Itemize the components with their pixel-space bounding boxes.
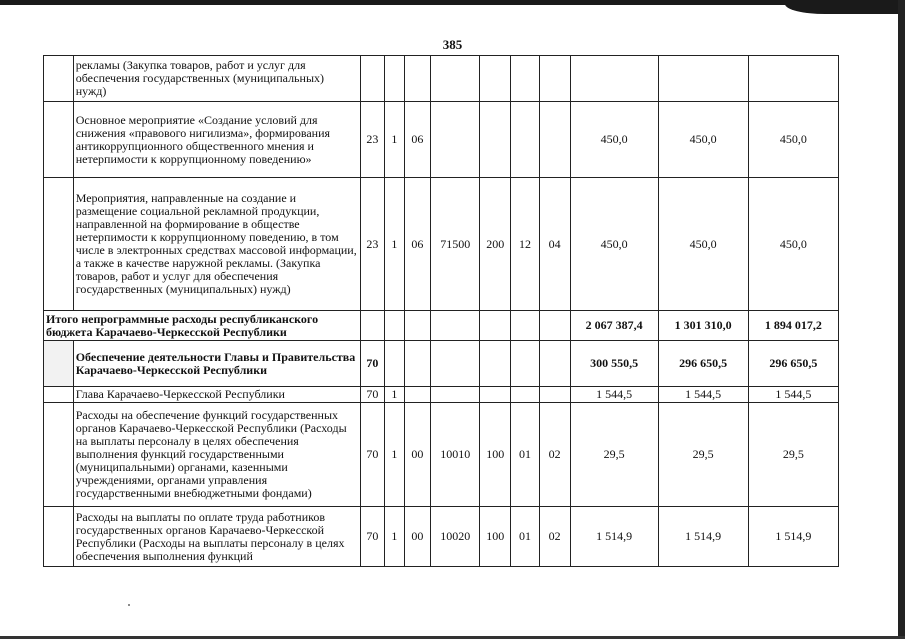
scan-speck <box>128 604 130 606</box>
code-expense-type: 100 <box>480 507 511 567</box>
code-direction <box>431 102 480 178</box>
amount-year-2: 296 650,5 <box>658 341 748 387</box>
amount-year-1: 450,0 <box>570 102 658 178</box>
table-row <box>44 56 839 102</box>
code-subprogram <box>385 56 404 102</box>
code-section <box>511 387 540 403</box>
code-program: 70 <box>360 387 385 403</box>
code-direction: 10010 <box>431 403 480 507</box>
code-expense-type: 200 <box>480 178 511 311</box>
total-description: Итого непрограммные расходы республиканского бюджета Карачаево-Черкесской Республики <box>44 311 361 341</box>
row-description: Расходы на обеспечение функций государственных органов Карачаево-Черкесской Республики (Расходы на выплаты персоналу в целях обеспечения выполнения функций государственными (муниципальными) органами, казенными учреждениями, органами управления государственными внебюджетными фондами) <box>73 403 360 507</box>
amount-year-1: 300 550,5 <box>570 341 658 387</box>
table-row <box>44 102 839 178</box>
row-description: Основное мероприятие «Создание условий для снижения «правового нигилизма», формирования антикоррупционного общественного мнения и нетерпимости к коррупционному поведению» <box>73 102 360 178</box>
code-event <box>404 387 431 403</box>
code-subsection <box>539 387 570 403</box>
code-subprogram: 1 <box>385 507 404 567</box>
code-subprogram: 1 <box>385 178 404 311</box>
code-event: 06 <box>404 102 431 178</box>
code-direction <box>431 341 480 387</box>
indent-cell <box>44 178 74 311</box>
amount-year-3: 296 650,5 <box>748 341 838 387</box>
code-section <box>511 102 540 178</box>
code-section: 01 <box>511 507 540 567</box>
code-event: 00 <box>404 507 431 567</box>
table-row <box>44 507 839 567</box>
code-direction: 71500 <box>431 178 480 311</box>
amount-year-2 <box>658 56 748 102</box>
code-subsection: 02 <box>539 403 570 507</box>
row-description: Расходы на выплаты по оплате труда работников государственных органов Карачаево-Черкесской Республики (Расходы на выплаты персоналу в целях обеспечения выполнения функций <box>73 507 360 567</box>
code-program: 70 <box>360 403 385 507</box>
code-subprogram <box>385 341 404 387</box>
code-expense-type <box>480 341 511 387</box>
code-event <box>404 341 431 387</box>
code-section <box>511 341 540 387</box>
code-subsection: 04 <box>539 178 570 311</box>
code-subsection <box>539 341 570 387</box>
amount-year-1: 1 544,5 <box>570 387 658 403</box>
indent-cell <box>44 56 74 102</box>
table-row <box>44 403 839 507</box>
indent-cell <box>44 507 74 567</box>
row-description: рекламы (Закупка товаров, работ и услуг для обеспечения государственных (муниципальных) нужд) <box>73 56 360 102</box>
amount-year-1: 450,0 <box>570 178 658 311</box>
code-section: 12 <box>511 178 540 311</box>
scan-edge-right <box>898 0 905 639</box>
code-section: 01 <box>511 403 540 507</box>
code-subprogram: 1 <box>385 387 404 403</box>
code-expense-type <box>480 56 511 102</box>
code-expense-type <box>480 102 511 178</box>
indent-cell <box>44 387 74 403</box>
amount-year-3: 1 514,9 <box>748 507 838 567</box>
budget-table <box>43 55 839 567</box>
table-row <box>44 178 839 311</box>
code-direction: 10020 <box>431 507 480 567</box>
code-section <box>511 56 540 102</box>
amount-year-2: 1 544,5 <box>658 387 748 403</box>
section-row <box>44 341 839 387</box>
total-row <box>44 311 839 341</box>
table-row <box>44 387 839 403</box>
scan-edge-top-right <box>785 0 905 14</box>
code-program: 23 <box>360 102 385 178</box>
code-subprogram: 1 <box>385 403 404 507</box>
amount-year-2: 29,5 <box>658 403 748 507</box>
total-amount-year-1: 2 067 387,4 <box>570 311 658 341</box>
total-amount-year-2: 1 301 310,0 <box>658 311 748 341</box>
indent-cell <box>44 341 74 387</box>
code-direction <box>431 56 480 102</box>
amount-year-2: 1 514,9 <box>658 507 748 567</box>
code-program: 70 <box>360 507 385 567</box>
amount-year-2: 450,0 <box>658 102 748 178</box>
code-expense-type <box>480 387 511 403</box>
amount-year-3: 1 544,5 <box>748 387 838 403</box>
indent-cell <box>44 102 74 178</box>
code-program: 70 <box>360 341 385 387</box>
code-event <box>404 56 431 102</box>
code-expense-type: 100 <box>480 403 511 507</box>
code-event: 00 <box>404 403 431 507</box>
total-amount-year-3: 1 894 017,2 <box>748 311 838 341</box>
page-number: 385 <box>442 37 463 52</box>
code-subsection <box>539 102 570 178</box>
amount-year-1: 29,5 <box>570 403 658 507</box>
amount-year-1 <box>570 56 658 102</box>
indent-cell <box>44 403 74 507</box>
amount-year-3 <box>748 56 838 102</box>
code-subsection <box>539 56 570 102</box>
code-subsection: 02 <box>539 507 570 567</box>
code-program: 23 <box>360 178 385 311</box>
row-description: Мероприятия, направленные на создание и размещение социальной рекламной продукции, направленной на формирование в обществе нетерпимости к коррупционному поведению, в том числе в электронных средствах массовой информации, а также в качестве наружной рекламы. (Закупка товаров, работ и услуг для обеспечения государственных (муниципальных) нужд) <box>73 178 360 311</box>
code-program <box>360 56 385 102</box>
code-subprogram: 1 <box>385 102 404 178</box>
amount-year-2: 450,0 <box>658 178 748 311</box>
scan-edge-top <box>0 0 905 5</box>
row-description: Обеспечение деятельности Главы и Правительства Карачаево-Черкесской Республики <box>73 341 360 387</box>
amount-year-3: 450,0 <box>748 178 838 311</box>
code-direction <box>431 387 480 403</box>
code-event: 06 <box>404 178 431 311</box>
amount-year-3: 29,5 <box>748 403 838 507</box>
amount-year-3: 450,0 <box>748 102 838 178</box>
amount-year-1: 1 514,9 <box>570 507 658 567</box>
row-description: Глава Карачаево-Черкесской Республики <box>73 387 360 403</box>
